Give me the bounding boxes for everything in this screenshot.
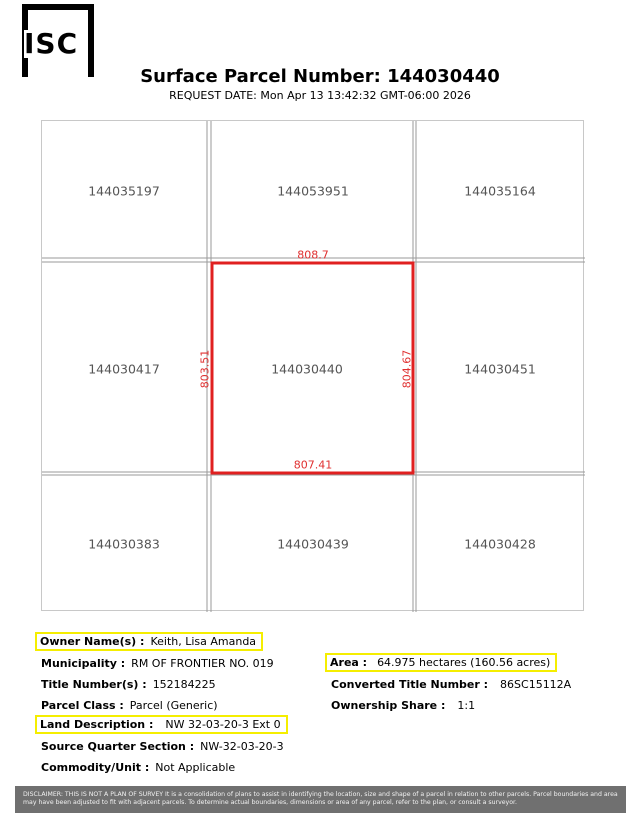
parcel-label-bottom-left: 144030383 (88, 536, 160, 552)
owner-name-label: Owner Name(s) : (40, 635, 145, 648)
ownership-share-row (331, 699, 475, 712)
parcel-class-value: Parcel (Generic) (129, 699, 218, 712)
parcel-label-mid-left: 144030417 (88, 361, 160, 377)
title-numbers-row (41, 678, 216, 691)
parcel-label-bottom-right: 144030428 (464, 536, 536, 552)
logo-text: ISC (24, 27, 79, 60)
commodity-label: Commodity/Unit : (41, 761, 150, 774)
converted-title-label: Converted Title Number : (331, 678, 489, 691)
dimension-left: 803.51 (198, 349, 212, 389)
page-title: Surface Parcel Number: 144030440 (140, 66, 500, 87)
dimension-bottom: 807.41 (293, 458, 333, 472)
title-numbers-value: 152184225 (152, 678, 216, 691)
parcel-label-top-center: 144053951 (277, 183, 349, 199)
parcel-class-row (41, 699, 218, 712)
converted-title-row (331, 678, 571, 691)
title-numbers-label: Title Number(s) : (41, 678, 147, 691)
parcel-class-label: Parcel Class : (41, 699, 124, 712)
area-label: Area : (330, 656, 368, 669)
owner-name-row (35, 632, 263, 651)
source-quarter-value: NW-32-03-20-3 (200, 740, 284, 753)
municipality-label: Municipality : (41, 657, 126, 670)
request-date: REQUEST DATE: Mon Apr 13 13:42:32 GMT-06:00 2026 (169, 89, 471, 102)
parcel-label-top-right: 144035164 (464, 183, 536, 199)
source-quarter-label: Source Quarter Section : (41, 740, 195, 753)
converted-title-value: 86SC15112A (500, 678, 572, 691)
dimension-right: 804.67 (400, 349, 414, 389)
commodity-value: Not Applicable (155, 761, 236, 774)
commodity-row (41, 761, 235, 774)
ownership-share-label: Ownership Share : (331, 699, 446, 712)
parcel-label-bottom-center: 144030439 (277, 536, 349, 552)
source-quarter-row (41, 740, 284, 753)
ownership-share-value: 1:1 (457, 699, 476, 712)
land-description-row (35, 715, 288, 734)
area-value: 64.975 hectares (160.56 acres) (377, 656, 551, 669)
parcel-label-mid-right: 144030451 (464, 361, 536, 377)
parcel-label-top-left: 144035197 (88, 183, 160, 199)
municipality-value: RM OF FRONTIER NO. 019 (131, 657, 274, 670)
municipality-row (41, 657, 274, 670)
parcel-label-center: 144030440 (271, 361, 343, 377)
area-row (325, 653, 557, 672)
land-description-label: Land Description : (40, 718, 154, 731)
parcel-map (41, 120, 584, 611)
owner-name-value: Keith, Lisa Amanda (150, 635, 257, 648)
disclaimer-banner: DISCLAIMER: THIS IS NOT A PLAN OF SURVEY It is a consolidation of plans to assist in identifying the location, size and shape of a parcel in relation to other parcels. Parcel boundaries and area may have been adjusted to fit with adjacent parcels. To determine actual boundaries, dimensions or area of any parcel, refer to the plan, or consult a surveyor. (15, 786, 626, 813)
dimension-top: 808.7 (297, 248, 329, 262)
land-description-value: NW 32-03-20-3 Ext 0 (165, 718, 281, 731)
